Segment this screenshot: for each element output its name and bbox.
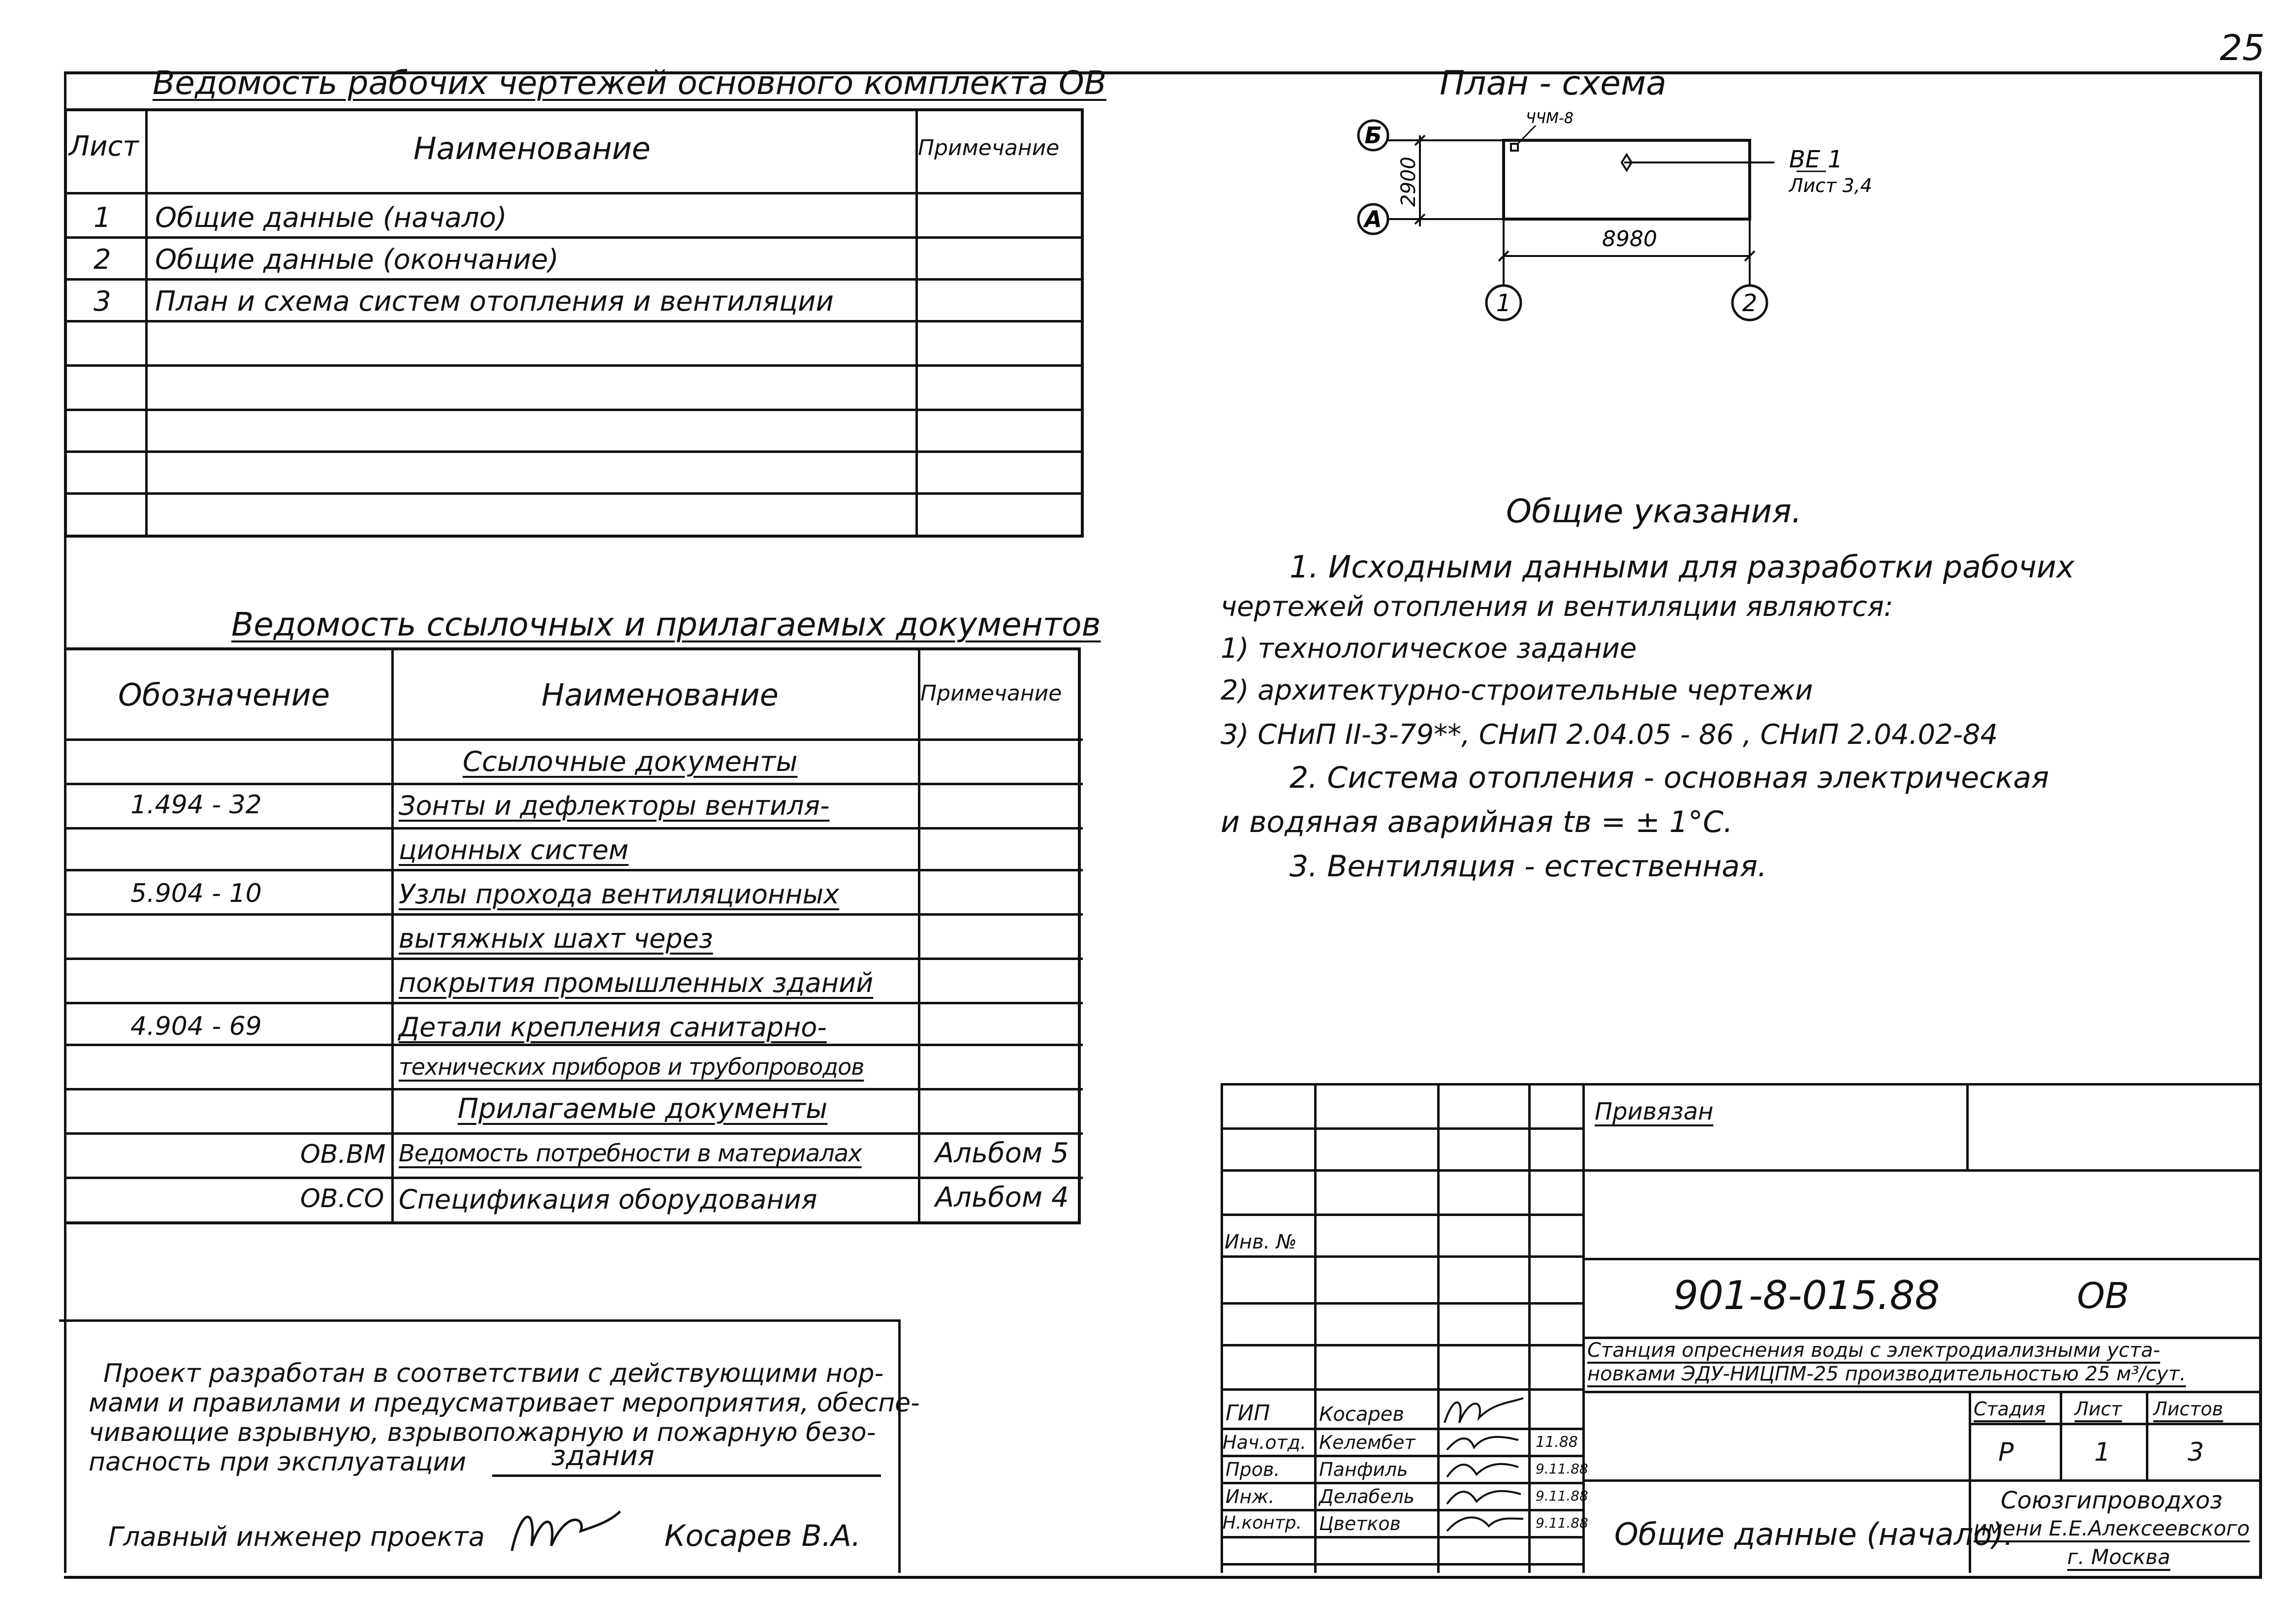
stamp-org-3: г. Москва [2067, 1545, 2170, 1569]
sig-name-5: Цветков [1319, 1513, 1401, 1535]
sig-role-1: ГИП [1226, 1401, 1270, 1426]
table1-title: Ведомость рабочих чертежей основного комплекта ОВ [153, 64, 1107, 102]
building-outline [1504, 140, 1750, 219]
table1-row-1-sheet: 1 [94, 202, 111, 234]
dim-width: 8980 [1602, 226, 1657, 252]
table1-row-3-sheet: 3 [94, 286, 111, 318]
axis-b-label: Б [1364, 122, 1382, 149]
statement-signature [502, 1497, 630, 1566]
table2-att1-note: Альбом 5 [935, 1137, 1069, 1169]
sig-date-2: 11.88 [1536, 1434, 1578, 1451]
stamp-sheets: 3 [2188, 1438, 2204, 1467]
table2-ref3-line2: технических приборов и трубопроводов [399, 1054, 864, 1080]
table1-row-2-name: Общие данные (окончание) [155, 244, 559, 276]
statement-box [59, 1319, 920, 1573]
table2 [64, 647, 1083, 1223]
title-block [1221, 1083, 2259, 1573]
signature-scribbles [1440, 1388, 1528, 1566]
table2-att1-name: Ведомость потребности в материалах [399, 1140, 862, 1167]
stamp-org-2: имени Е.Е.Алексеевского [1974, 1516, 2250, 1540]
statement-signer-role: Главный инженер проекта [108, 1521, 485, 1552]
statement-line-3: чивающие взрывную, взрывопожарную и пожарную безо- [89, 1418, 876, 1447]
notes-line-5: 3) СНиП II-3-79**, СНиП 2.04.05 - 86 , СНиП 2.04.02-84 [1221, 719, 1998, 751]
table2-ref1-line1: Зонты и дефлекторы вентиля- [399, 790, 830, 821]
axis-2-label: 2 [1742, 289, 1758, 317]
sig-name-4: Делабель [1319, 1486, 1415, 1507]
table2-ref2-line1: Узлы прохода вентиляционных [399, 879, 840, 910]
unit-marker [1511, 144, 1518, 151]
notes-line-7: и водяная аварийная tв = ± 1°С. [1221, 805, 1733, 839]
table2-ref2-code: 5.904 - 10 [130, 879, 262, 908]
dim-height: 2900 [1397, 157, 1420, 207]
table2-header-code: Обозначение [118, 677, 330, 713]
table1-header-sheet: Лист [69, 130, 139, 162]
sig-date-5: 9.11.88 [1536, 1515, 1588, 1531]
table2-section-att: Прилагаемые документы [458, 1093, 828, 1125]
sig-role-3: Пров. [1226, 1459, 1280, 1480]
unit-label: ЧЧМ-8 [1526, 110, 1573, 127]
table2-ref1-code: 1.494 - 32 [130, 790, 262, 820]
statement-object: здания [551, 1440, 655, 1472]
system-label: ВЕ 1 [1789, 146, 1843, 173]
stamp-project-1: Станция опреснения воды с электродиализными уста- [1587, 1339, 2160, 1362]
axis-1-label: 1 [1496, 289, 1511, 317]
table1-row-1-name: Общие данные (начало) [155, 202, 507, 234]
stamp-sheets-header: Листов [2153, 1398, 2223, 1420]
table2-ref2-line3: покрытия промышленных зданий [399, 967, 874, 998]
notes-line-8: 3. Вентиляция - естественная. [1290, 849, 1767, 884]
stamp-doc-code: 901-8-015.88 [1673, 1273, 1940, 1318]
table2-att2-code: ОВ.СО [300, 1184, 384, 1214]
stamp-stage: Р [1998, 1438, 2014, 1467]
statement-line-1: Проект разработан в соответствии с действующими нор- [103, 1359, 884, 1388]
sig-date-3: 9.11.88 [1536, 1461, 1588, 1477]
stamp-sheet-title: Общие данные (начало). [1614, 1516, 2014, 1552]
sig-name-3: Панфиль [1319, 1459, 1408, 1480]
statement-line-4: пасность при эксплуатации [89, 1447, 467, 1477]
notes-line-4: 2) архитектурно-строительные чертежи [1221, 674, 1813, 706]
table2-ref3-line1: Детали крепления санитарно- [399, 1012, 827, 1043]
table2-att1-code: ОВ.ВМ [300, 1140, 386, 1169]
sig-role-4: Инж. [1226, 1486, 1275, 1507]
stamp-sheet-header: Лист [2075, 1398, 2122, 1420]
stamp-bound: Привязан [1595, 1098, 1714, 1125]
sig-date-4: 9.11.88 [1536, 1488, 1588, 1504]
table1-header-note: Примечание [918, 135, 1060, 160]
table1-header-name: Наименование [413, 130, 651, 166]
table2-ref1-line2: ционных систем [399, 834, 629, 865]
sig-name-2: Келембет [1319, 1432, 1415, 1453]
table2-header-name: Наименование [541, 677, 779, 713]
sig-role-2: Нач.отд. [1223, 1432, 1307, 1453]
sig-name-1: Косарев [1319, 1403, 1404, 1426]
table2-ref2-line2: вытяжных шахт через [399, 923, 713, 954]
statement-signer-name: Косарев В.А. [664, 1519, 861, 1553]
plan-title: План - схема [1440, 64, 1667, 103]
notes-line-1: 1. Исходными данными для разработки рабочих [1290, 549, 2075, 585]
statement-line-2: мами и правилами и предусматривает мероприятия, обеспе- [89, 1388, 920, 1418]
notes-line-3: 1) технологическое задание [1221, 633, 1637, 665]
stamp-inv-no: Инв. № [1225, 1231, 1297, 1253]
stamp-org-1: Союзгипроводхоз [2001, 1487, 2223, 1514]
stamp-stage-header: Стадия [1974, 1398, 2045, 1420]
stamp-sheet: 1 [2094, 1438, 2111, 1467]
axis-a-label: А [1364, 206, 1382, 232]
table2-title: Ведомость ссылочных и прилагаемых документов [231, 606, 1101, 643]
table2-header-note: Примечание [920, 681, 1062, 706]
sheet-ref: Лист 3,4 [1789, 175, 1872, 196]
plan-drawing [1329, 98, 1919, 335]
stamp-mark: ОВ [2077, 1275, 2130, 1316]
table2-section-ref: Ссылочные документы [463, 746, 798, 778]
table2-ref3-code: 4.904 - 69 [130, 1012, 262, 1041]
table1-row-2-sheet: 2 [94, 244, 111, 276]
table1-row-3-name: План и схема систем отопления и вентиляции [155, 286, 834, 318]
table2-att2-note: Альбом 4 [935, 1182, 1069, 1214]
page-number: 25 [2220, 27, 2265, 68]
notes-line-2: чертежей отопления и вентиляции являются: [1221, 591, 1893, 623]
stamp-project-2: новками ЭДУ-НИЦПМ-25 производительностью 25 м³/сут. [1587, 1363, 2186, 1385]
notes-line-6: 2. Система отопления - основная электрическая [1290, 761, 2049, 795]
notes-title: Общие указания. [1506, 492, 1802, 530]
table2-att2-name: Спецификация оборудования [399, 1184, 818, 1215]
sig-role-5: Н.контр. [1223, 1513, 1302, 1533]
table1 [64, 108, 1083, 537]
